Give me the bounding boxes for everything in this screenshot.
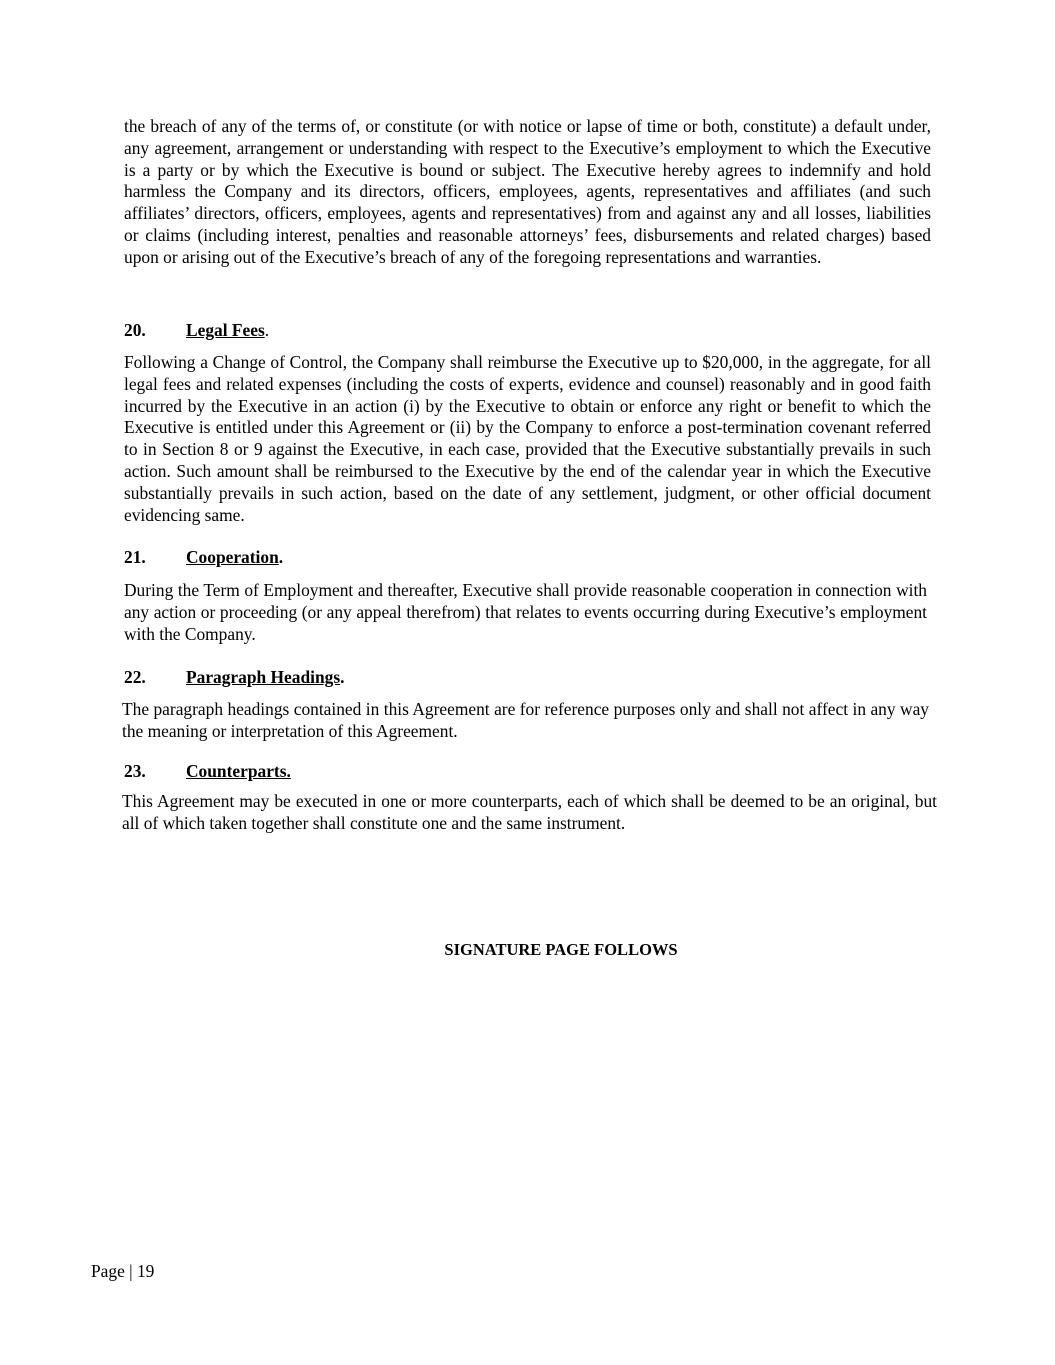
section-number: 22. <box>124 667 146 687</box>
section-20-body: Following a Change of Control, the Company shall reimburse the Executive up to $20,000, in the aggregate, for all legal fees and related expenses (including the costs of experts, evidence and counsel) reasonably and in good faith incurred by the Executive in an action (i) by the Executive to obtain or enforce any right or benefit to which the Executive is entitled under this Agreement or (ii) by the Company to enforce a post-termination covenant referred to in Section 8 or 9 against the Executive, in each case, provided that the Executive substantially prevails in such action. Such amount shall be reimbursed to the Executive by the end of the calendar year in which the Executive substantially prevails in such action, based on the date of any settlement, judgment, or other official document evidencing same. <box>124 352 931 525</box>
section-20-heading <box>124 320 269 341</box>
section-title: Paragraph Headings <box>186 667 341 687</box>
section-23-heading <box>124 761 291 782</box>
intro-paragraph: the breach of any of the terms of, or constitute (or with notice or lapse of time or both, constitute) a default under, any agreement, arrangement or understanding with respect to the Executive’s employment to which the Executive is a party or by which the Executive is bound or subject. The Executive hereby agrees to indemnify and hold harmless the Company and its directors, officers, employees, agents, representatives and affiliates (and such affiliates’ directors, officers, employees, agents and representatives) from and against any and all losses, liabilities or claims (including interest, penalties and reasonable attorneys’ fees, disbursements and related charges) based upon or arising out of the Executive’s breach of any of the foregoing representations and warranties. <box>124 116 931 267</box>
section-number: 23. <box>124 761 146 781</box>
page-number: Page | 19 <box>91 1261 155 1281</box>
section-punct: . <box>278 547 284 567</box>
section-number: 20. <box>124 320 146 340</box>
section-22-body: The paragraph headings contained in this Agreement are for reference purposes only and shall not affect in any way the meaning or interpretation of this Agreement. <box>122 699 929 741</box>
section-title: Cooperation <box>186 547 279 567</box>
section-title: Legal Fees <box>186 320 265 340</box>
section-number: 21. <box>124 547 146 567</box>
section-23-body: This Agreement may be executed in one or more counterparts, each of which shall be deemed to be an original, but all of which taken together shall constitute one and the same instrument. <box>122 791 937 833</box>
section-punct: . <box>264 320 270 340</box>
section-punct: . <box>340 667 345 687</box>
signature-page-note: SIGNATURE PAGE FOLLOWS <box>444 940 678 959</box>
section-title: Counterparts. <box>186 761 291 781</box>
section-22-heading <box>124 667 344 688</box>
section-21-heading <box>124 547 283 568</box>
section-21-body: During the Term of Employment and thereafter, Executive shall provide reasonable cooperation in connection with any action or proceeding (or any appeal therefrom) that relates to events occurring during Executive’s employment with the Company. <box>124 580 927 644</box>
